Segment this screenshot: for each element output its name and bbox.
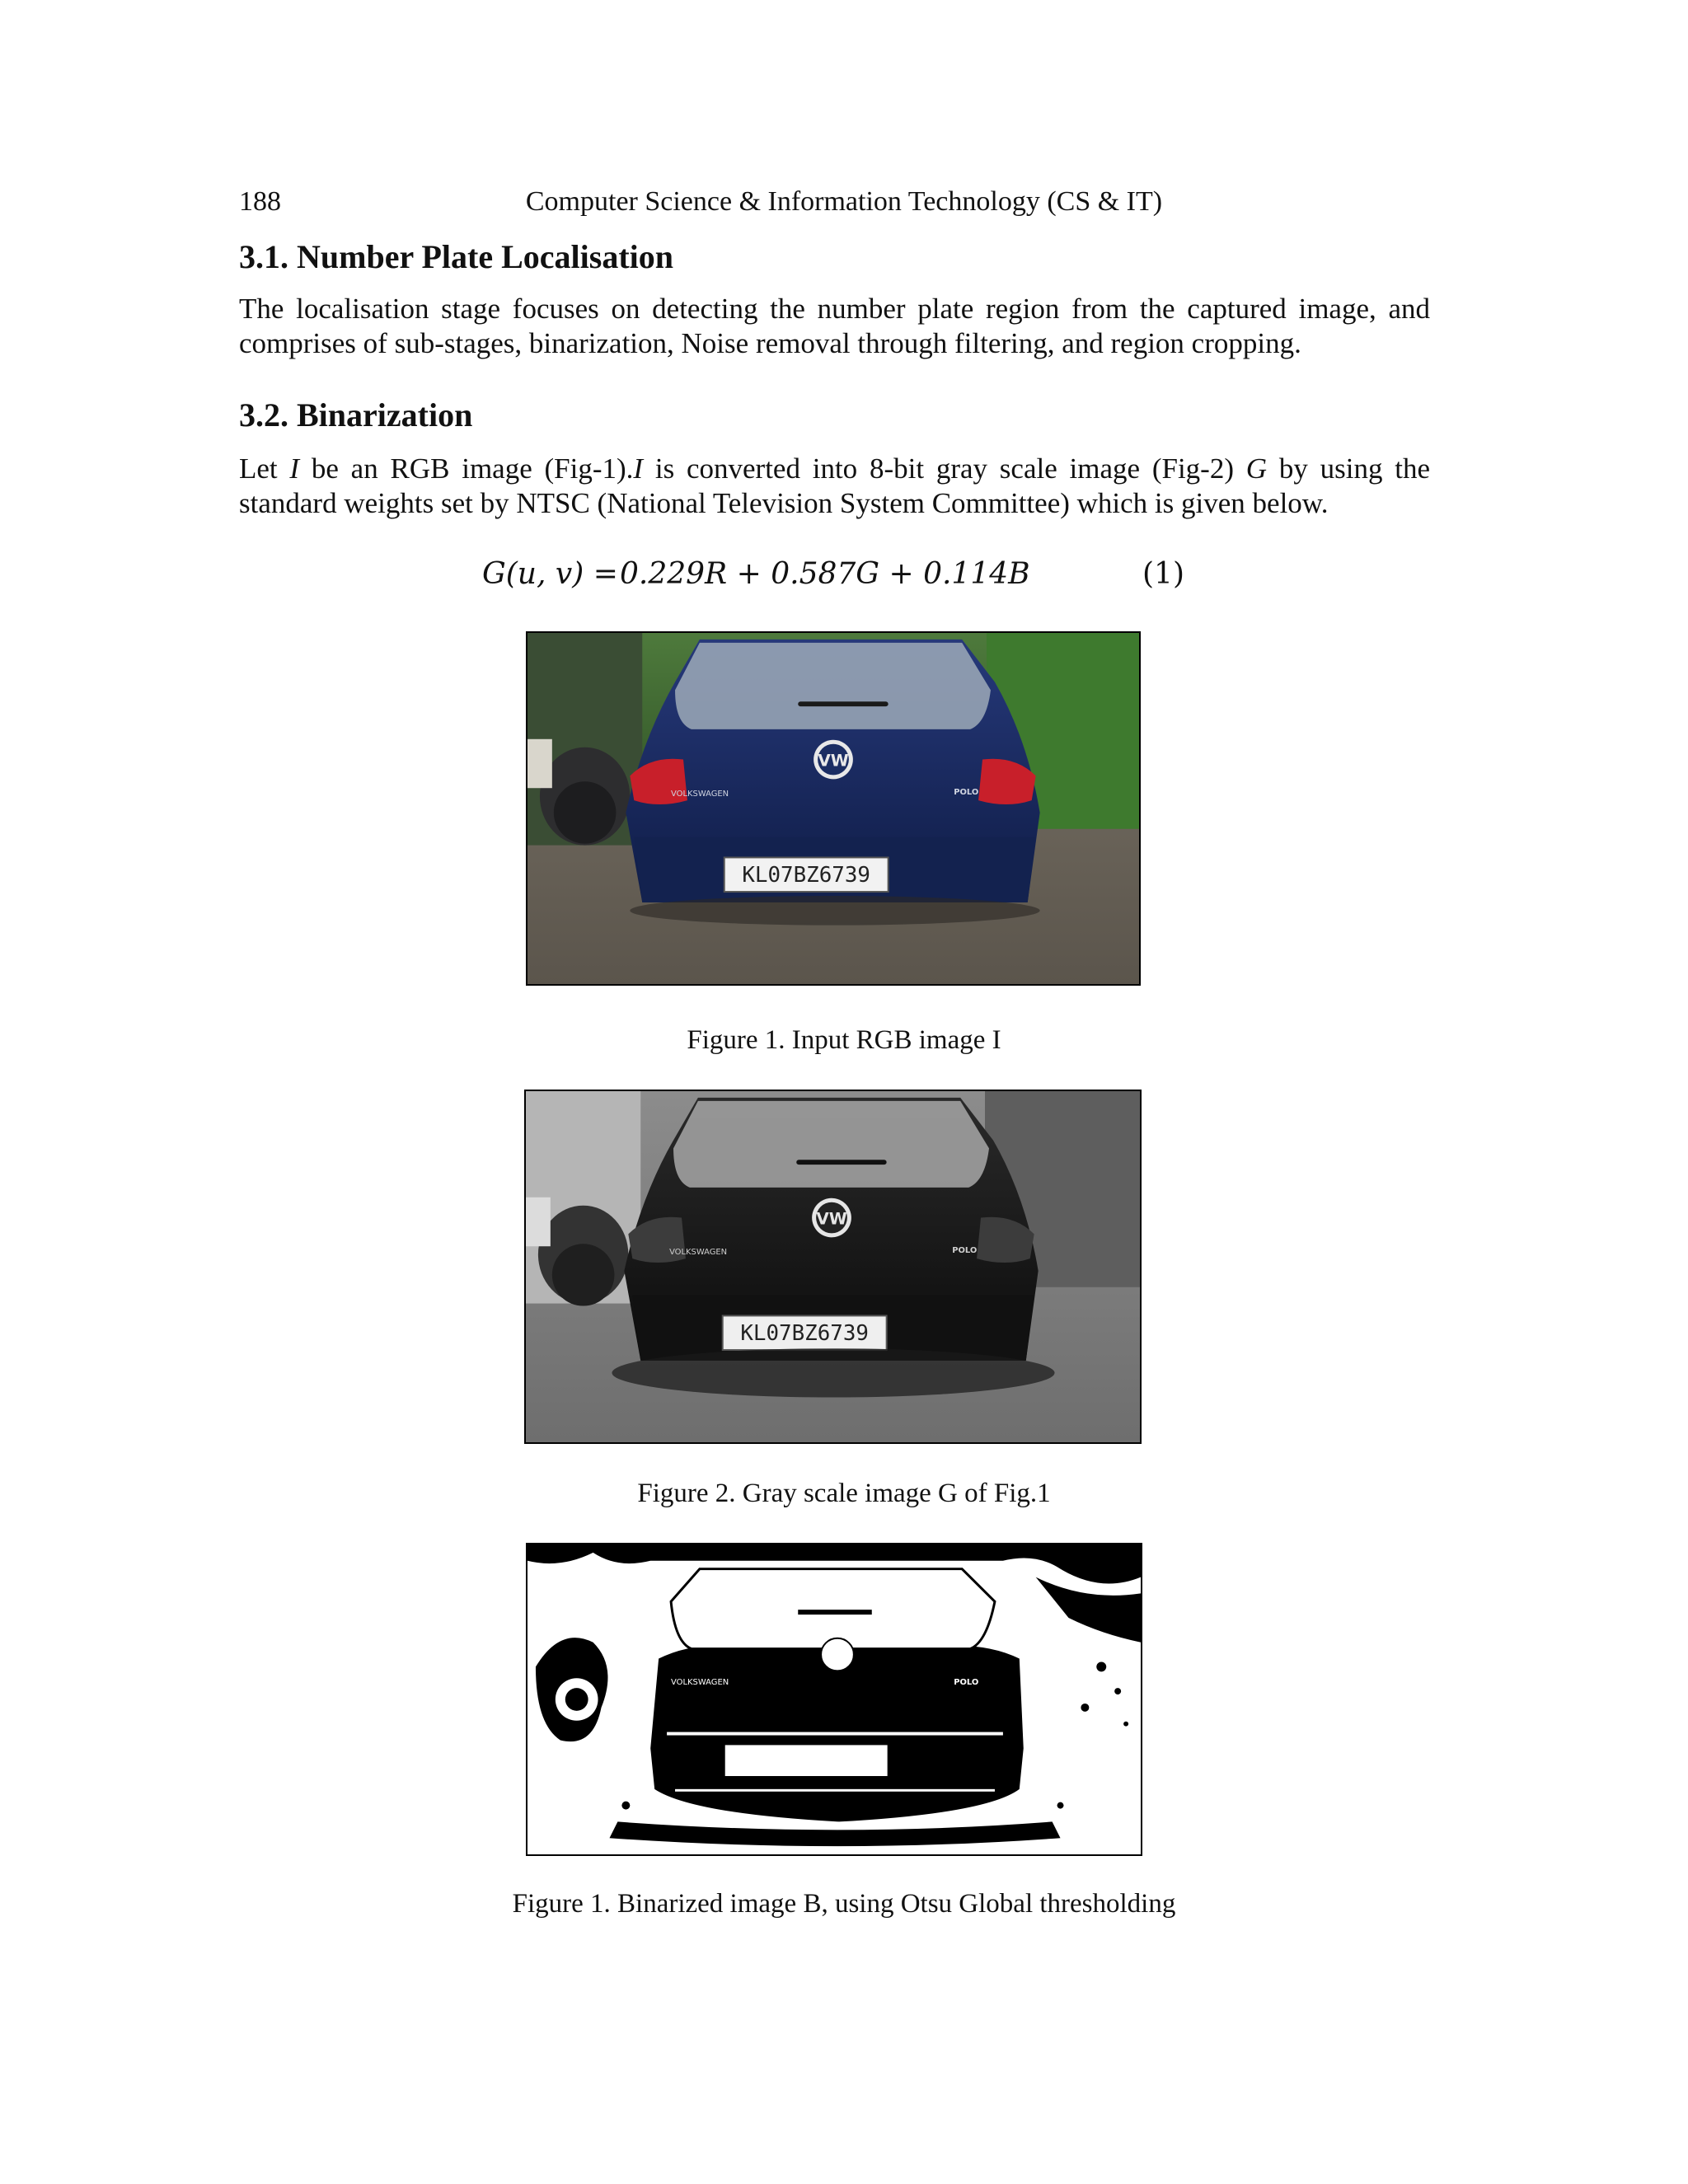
- equation-lhs: G(u, v) =: [482, 557, 618, 591]
- svg-text:VW: VW: [818, 751, 849, 771]
- page-number: 188: [239, 186, 281, 217]
- license-plate-text: KL07BZ6739: [742, 863, 870, 888]
- math-symbol-I: I: [289, 452, 300, 485]
- math-symbol-I: I: [633, 452, 644, 485]
- section-heading-3-2: 3.2. Binarization: [239, 396, 473, 434]
- section-heading-3-1: 3.1. Number Plate Localisation: [239, 238, 674, 275]
- badge-polo: POLO: [952, 1246, 978, 1256]
- text-run: by using the standard weights set by NTSC (National Television System Committee) which is given below.: [239, 452, 1430, 519]
- figure-3-image: [526, 1543, 1142, 1856]
- badge-volkswagen: VOLKSWAGEN: [671, 790, 729, 799]
- badge-polo: POLO: [954, 1678, 979, 1688]
- text-run: Let: [239, 452, 290, 485]
- running-header-title: Computer Science & Information Technology (CS & IT): [525, 186, 1163, 217]
- equation-rhs: 0.229R + 0.587G + 0.114B: [620, 557, 1030, 591]
- math-symbol-G: G: [1245, 452, 1268, 485]
- license-plate-text: KL07BZ6739: [740, 1321, 869, 1347]
- figure-2-caption: Figure 2. Gray scale image G of Fig.1: [637, 1479, 1051, 1508]
- svg-text:VW: VW: [816, 1209, 847, 1229]
- figure-2-image: [524, 1090, 1142, 1444]
- paragraph-localisation: The localisation stage focuses on detecting the number plate region from the captured image, and comprises of sub-stages, binarization, Noise removal through filtering, and region cropping.: [239, 293, 1430, 359]
- equation-number: (1): [1142, 557, 1184, 591]
- text-run: is converted into 8-bit gray scale image (Fig-2): [643, 452, 1246, 485]
- paragraph-binarization: [239, 452, 1430, 521]
- figure-1-image: [526, 631, 1141, 986]
- badge-volkswagen: VOLKSWAGEN: [671, 1678, 729, 1688]
- badge-polo: POLO: [954, 788, 979, 798]
- figure-3-caption: Figure 1. Binarized image B, using Otsu Global thresholding: [512, 1889, 1176, 1919]
- badge-volkswagen: VOLKSWAGEN: [669, 1248, 728, 1258]
- text-run: be an RGB image (Fig-1).: [299, 452, 634, 485]
- figure-1-caption: Figure 1. Input RGB image I: [687, 1025, 1001, 1055]
